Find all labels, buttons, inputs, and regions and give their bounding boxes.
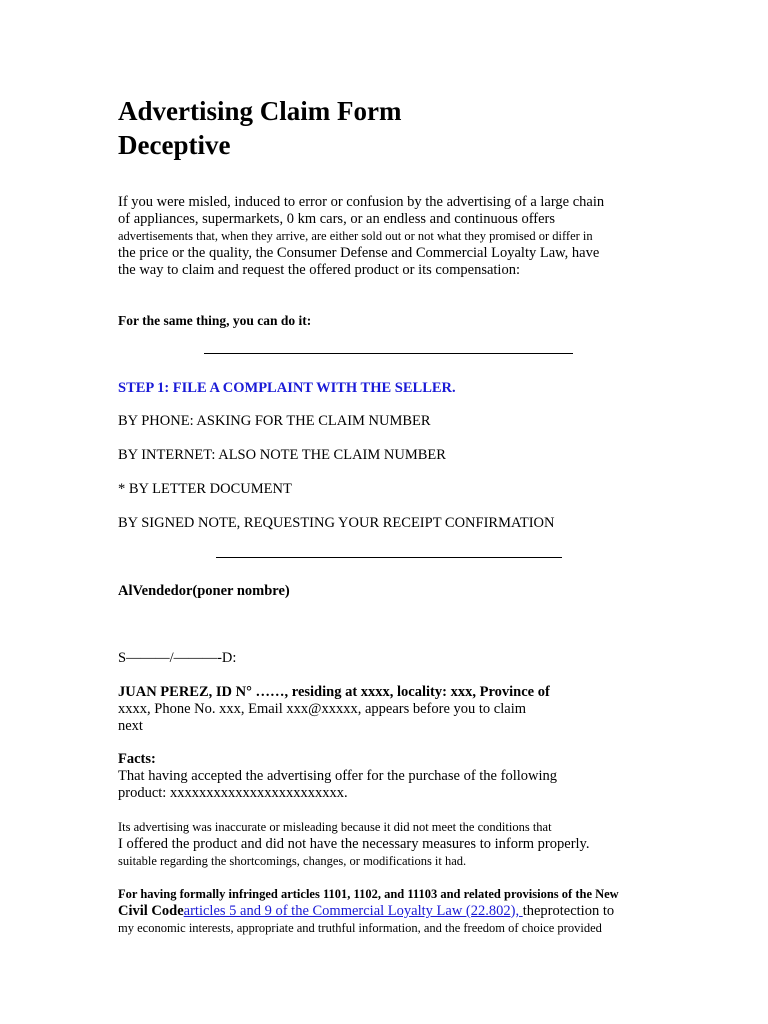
step1-letter: * BY LETTER DOCUMENT	[118, 481, 292, 497]
inaccurate-line: suitable regarding the shortcomings, changes, or modifications it had.	[118, 854, 467, 868]
step1-heading: STEP 1: FILE A COMPLAINT WITH THE SELLER.	[118, 380, 456, 396]
claimant-line: next	[118, 718, 143, 734]
infringed-line: For having formally infringed articles 1101, 1102, and 11103 and related provisions of the New	[118, 887, 619, 901]
civil-code-label: Civil Code	[118, 903, 184, 919]
commercial-loyalty-law-link[interactable]: articles 5 and 9 of the Commercial Loyalty Law (22.802),	[183, 903, 523, 919]
same-thing-label: For the same thing, you can do it:	[118, 313, 312, 328]
step1-internet: BY INTERNET: ALSO NOTE THE CLAIM NUMBER	[118, 447, 446, 463]
claimant-line: xxxx, Phone No. xxx, Email xxx@xxxxx, appears before you to claim	[118, 701, 526, 717]
infringed-line	[118, 903, 614, 920]
infringed-line: my economic interests, appropriate and truthful information, and the freedom of choice provided	[118, 921, 602, 935]
divider	[204, 353, 573, 354]
intro-line: the price or the quality, the Consumer Defense and Commercial Loyalty Law, have	[118, 245, 600, 261]
divider	[216, 557, 562, 558]
intro-line: If you were misled, induced to error or confusion by the advertising of a large chain	[118, 194, 605, 210]
facts-line: product: xxxxxxxxxxxxxxxxxxxxxxxx.	[118, 785, 348, 801]
facts-line: That having accepted the advertising offer for the purchase of the following	[118, 768, 558, 784]
page-title-line1: Advertising Claim Form	[118, 96, 402, 126]
intro-line: of appliances, supermarkets, 0 km cars, or an endless and continuous offers	[118, 211, 556, 227]
salutation: S———/———-D:	[118, 650, 237, 666]
seller-label: AlVendedor(poner nombre)	[118, 583, 290, 599]
intro-line: advertisements that, when they arrive, are either sold out or not what they promised or differ in	[118, 229, 593, 243]
claimant-line: JUAN PEREZ, ID N° ……, residing at xxxx, locality: xxx, Province of	[118, 684, 550, 700]
inaccurate-line: I offered the product and did not have the necessary measures to inform properly.	[118, 836, 590, 852]
step1-phone: BY PHONE: ASKING FOR THE CLAIM NUMBER	[118, 413, 431, 429]
facts-heading: Facts:	[118, 751, 156, 767]
infringed-rest: theprotection to	[522, 903, 615, 919]
intro-line: the way to claim and request the offered product or its compensation:	[118, 262, 520, 278]
step1-signed: BY SIGNED NOTE, REQUESTING YOUR RECEIPT CONFIRMATION	[118, 515, 555, 531]
inaccurate-line: Its advertising was inaccurate or misleading because it did not meet the conditions that	[118, 820, 552, 834]
page-title-line2: Deceptive	[118, 130, 231, 160]
